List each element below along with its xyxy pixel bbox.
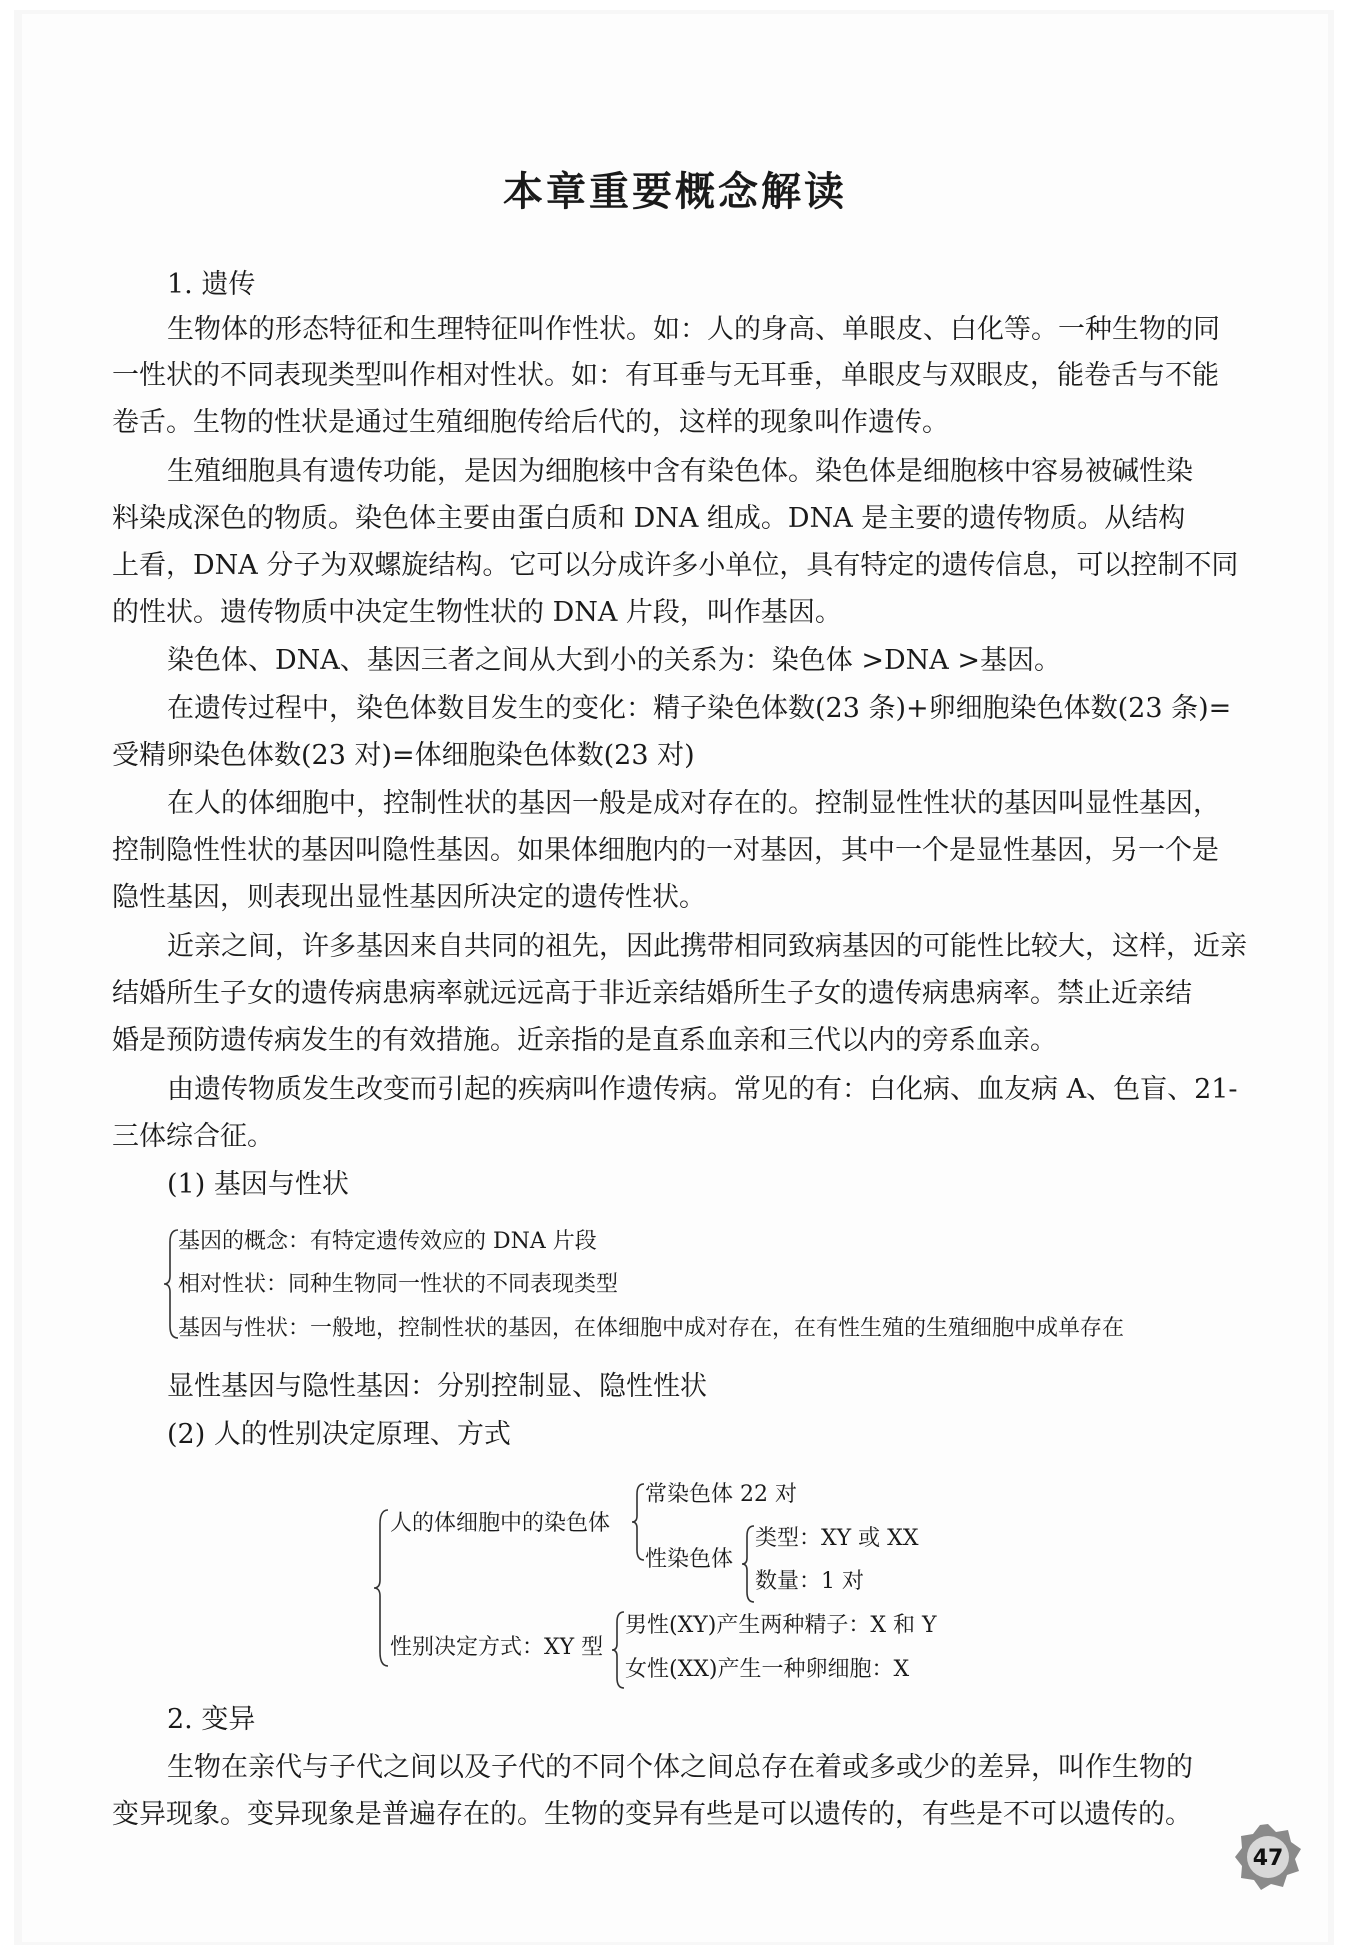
subsection-heading-sex-determination: (2) 人的性别决定原理、方式 bbox=[167, 1419, 511, 1450]
page-number: 47 bbox=[1252, 1846, 1284, 1871]
chromosome-count-label: 数量：1 对 bbox=[755, 1569, 864, 1594]
paragraph-line: 一性状的不同表现类型叫作相对性状。如：有耳垂与无耳垂，单眼皮与双眼皮，能卷舌与不能 bbox=[112, 360, 1219, 391]
paragraph-line: 的性状。遗传物质中决定生物性状的 DNA 片段，叫作基因。 bbox=[112, 597, 842, 628]
paragraph-line: 控制隐性性状的基因叫隐性基因。如果体细胞内的一对基因，其中一个是显性基因，另一个是 bbox=[112, 835, 1219, 866]
sex-chromosome-label: 性染色体 bbox=[645, 1547, 734, 1572]
section-heading-heredity: 1. 遗传 bbox=[167, 269, 256, 300]
chromosomes-label: 人的体细胞中的染色体 bbox=[390, 1511, 611, 1536]
dominant-recessive-line: 显性基因与隐性基因：分别控制显、隐性性状 bbox=[167, 1371, 707, 1402]
sex-determination-mode-label: 性别决定方式：XY 型 bbox=[390, 1635, 604, 1660]
gene-trait-item: 基因与性状：一般地，控制性状的基因，在体细胞中成对存在，在有性生殖的生殖细胞中成单存在 bbox=[178, 1316, 1125, 1341]
paragraph-line: 婚是预防遗传病发生的有效措施。近亲指的是直系血亲和三代以内的旁系血亲。 bbox=[112, 1025, 1057, 1056]
paragraph-line: 近亲之间，许多基因来自共同的祖先，因此携带相同致病基因的可能性比较大，这样，近亲 bbox=[167, 931, 1247, 962]
male-gamete-label: 男性(XY)产生两种精子：X 和 Y bbox=[625, 1613, 937, 1638]
page-title: 本章重要概念解读 bbox=[503, 168, 847, 215]
paragraph-line: 生殖细胞具有遗传功能，是因为细胞核中含有染色体。染色体是细胞核中容易被碱性染 bbox=[167, 456, 1193, 487]
paragraph-line: 生物在亲代与子代之间以及子代的不同个体之间总存在着或多或少的差异，叫作生物的 bbox=[167, 1752, 1193, 1783]
left-brace-icon bbox=[372, 1508, 392, 1668]
paragraph-line: 料染成深色的物质。染色体主要由蛋白质和 DNA 组成。DNA 是主要的遗传物质。从结构 bbox=[112, 503, 1186, 534]
paragraph-line: 上看，DNA 分子为双螺旋结构。它可以分成许多小单位，具有特定的遗传信息，可以控制不同 bbox=[112, 550, 1239, 581]
paragraph-line: 染色体、DNA、基因三者之间从大到小的关系为：染色体 >DNA >基因。 bbox=[167, 645, 1061, 676]
paragraph-line: 变异现象。变异现象是普遍存在的。生物的变异有些是可以遗传的，有些是不可以遗传的。 bbox=[112, 1799, 1192, 1830]
paragraph-line: 受精卵染色体数(23 对)=体细胞染色体数(23 对) bbox=[112, 740, 695, 771]
female-gamete-label: 女性(XX)产生一种卵细胞：X bbox=[625, 1657, 910, 1682]
paragraph-line: 由遗传物质发生改变而引起的疾病叫作遗传病。常见的有：白化病、血友病 A、色盲、21- bbox=[167, 1074, 1238, 1105]
paragraph-line: 三体综合征。 bbox=[112, 1121, 274, 1152]
relative-trait-item: 相对性状：同种生物同一性状的不同表现类型 bbox=[178, 1272, 619, 1297]
subsection-heading-gene-trait: (1) 基因与性状 bbox=[167, 1169, 349, 1200]
gene-concept-item: 基因的概念：有特定遗传效应的 DNA 片段 bbox=[178, 1229, 597, 1254]
section-heading-variation: 2. 变异 bbox=[167, 1704, 256, 1735]
paragraph-line: 生物体的形态特征和生理特征叫作性状。如：人的身高、单眼皮、白化等。一种生物的同 bbox=[167, 314, 1220, 345]
chromosome-type-label: 类型：XY 或 XX bbox=[755, 1526, 919, 1551]
autosome-label: 常染色体 22 对 bbox=[645, 1482, 797, 1507]
paragraph-line: 在人的体细胞中，控制性状的基因一般是成对存在的。控制显性性状的基因叫显性基因， bbox=[167, 788, 1220, 819]
paragraph-line: 在遗传过程中，染色体数目发生的变化：精子染色体数(23 条)+卵细胞染色体数(23 条)= bbox=[167, 693, 1232, 724]
paragraph-line: 隐性基因，则表现出显性基因所决定的遗传性状。 bbox=[112, 882, 706, 913]
page-number-badge bbox=[1233, 1822, 1303, 1892]
paragraph-line: 卷舌。生物的性状是通过生殖细胞传给后代的，这样的现象叫作遗传。 bbox=[112, 407, 949, 438]
paragraph-line: 结婚所生子女的遗传病患病率就远远高于非近亲结婚所生子女的遗传病患病率。禁止近亲结 bbox=[112, 978, 1192, 1009]
